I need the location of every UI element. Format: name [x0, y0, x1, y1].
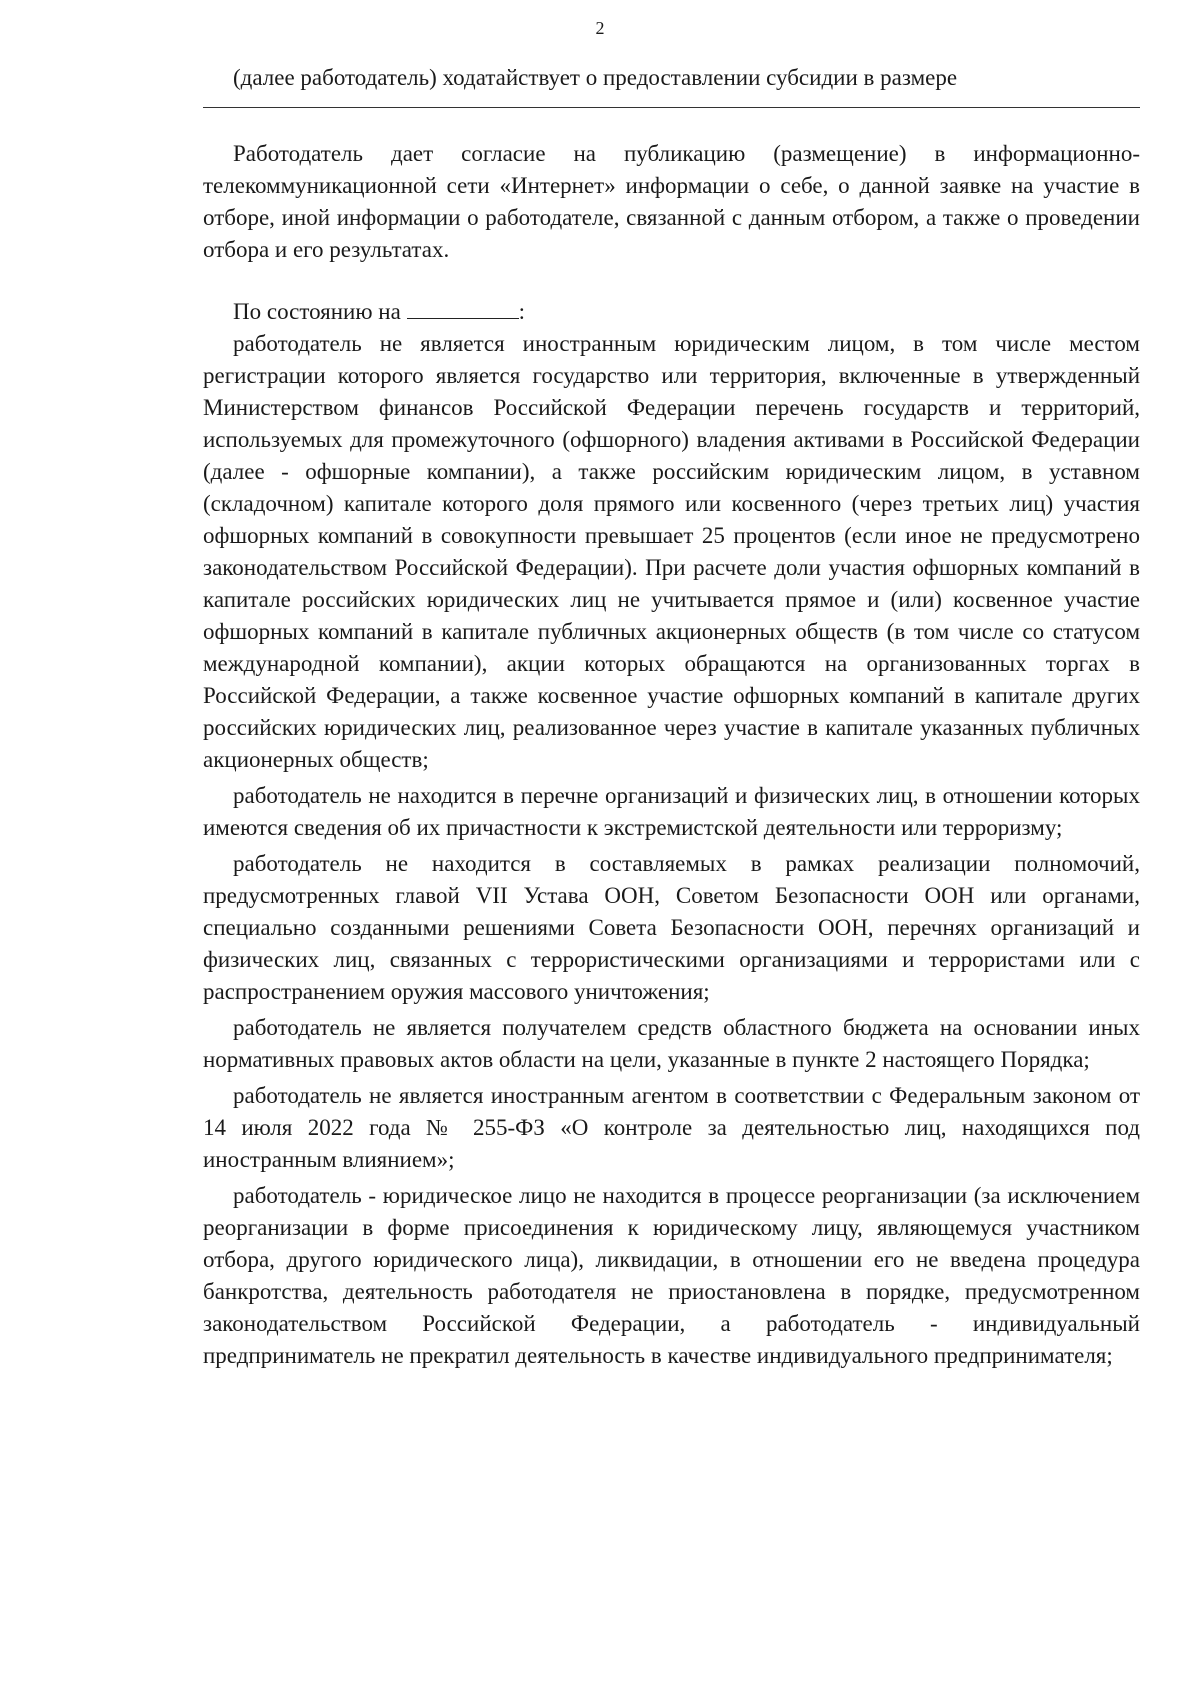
state-as-of-label: По состоянию на	[233, 299, 401, 324]
state-as-of-colon: :	[518, 299, 525, 324]
page-number: 2	[595, 18, 605, 38]
condition-reorganization: работодатель - юридическое лицо не находится в процессе реорганизации (за исключением реорганизации в форме присоединения к юридическому лицу, являющемуся участником отбора, другого юридического лица), ликвидации, в отношении его не введена процедура банкротства, деятельность работодателя не приостановлена в порядке, предусмотренном законодательством Российской Федерации, а работодатель - индивидуальный предприниматель не прекратил деятельность в качестве индивидуального предпринимателя;	[203, 1183, 1140, 1368]
condition-offshore: работодатель не является иностранным юридическим лицом, в том числе местом регистрации которого является государство или территория, включенные в утвержденный Министерством финансов Российской Федерации перечень государств и территорий, используемых для промежуточного (офшорного) владения активами в Российской Федерации (далее - офшорные компании), а также российским юридическим лицом, в уставном (складочном) капитале которого доля прямого или косвенного (через третьих лиц) участия офшорных компаний в совокупности превышает 25 процентов (если иное не предусмотрено законодательством Российской Федерации). При расчете доли участия офшорных компаний в капитале российских юридических лиц не учитывается прямое и (или) косвенное участие офшорных компаний в капитале публичных акционерных обществ (в том числе со статусом международной компании), акции которых обращаются на организованных торгах в Российской Федерации, а также косвенное участие офшорных компаний в капитале других российских юридических лиц, реализованное через участие в капитале указанных публичных акционерных обществ;	[203, 331, 1140, 772]
intro-line: (далее работодатель) ходатайствует о предоставлении субсидии в размере	[233, 65, 958, 90]
condition-regional-budget: работодатель не является получателем средств областного бюджета на основании иных нормативных правовых актов области на цели, указанные в пункте 2 настоящего Порядка;	[203, 1015, 1140, 1072]
state-as-of-line	[203, 296, 1140, 328]
document-body	[203, 62, 1140, 1372]
condition-foreign-agent: работодатель не является иностранным агентом в соответствии с Федеральным законом от 14 июля 2022 года № 255-ФЗ «О контроле за деятельностью лиц, находящихся под иностранным влиянием»;	[203, 1083, 1140, 1172]
consent-paragraph: Работодатель дает согласие на публикацию (размещение) в информационно-телекоммуникационной сети «Интернет» информации о себе, о данной заявке на участие в отборе, иной информации о работодателе, связанной с данным отбором, а также о проведении отбора и его результатах.	[203, 141, 1140, 262]
condition-un-sanctions: работодатель не находится в составляемых в рамках реализации полномочий, предусмотренных главой VII Устава ООН, Советом Безопасности ООН или органами, специально созданными решениями Совета Безопасности ООН, перечнях организаций и физических лиц, связанных с террористическими организациями и террористами или с распространением оружия массового уничтожения;	[203, 851, 1140, 1004]
condition-extremism: работодатель не находится в перечне организаций и физических лиц, в отношении которых имеются сведения об их причастности к экстремистской деятельности или терроризму;	[203, 783, 1140, 840]
date-blank-field	[407, 296, 519, 319]
